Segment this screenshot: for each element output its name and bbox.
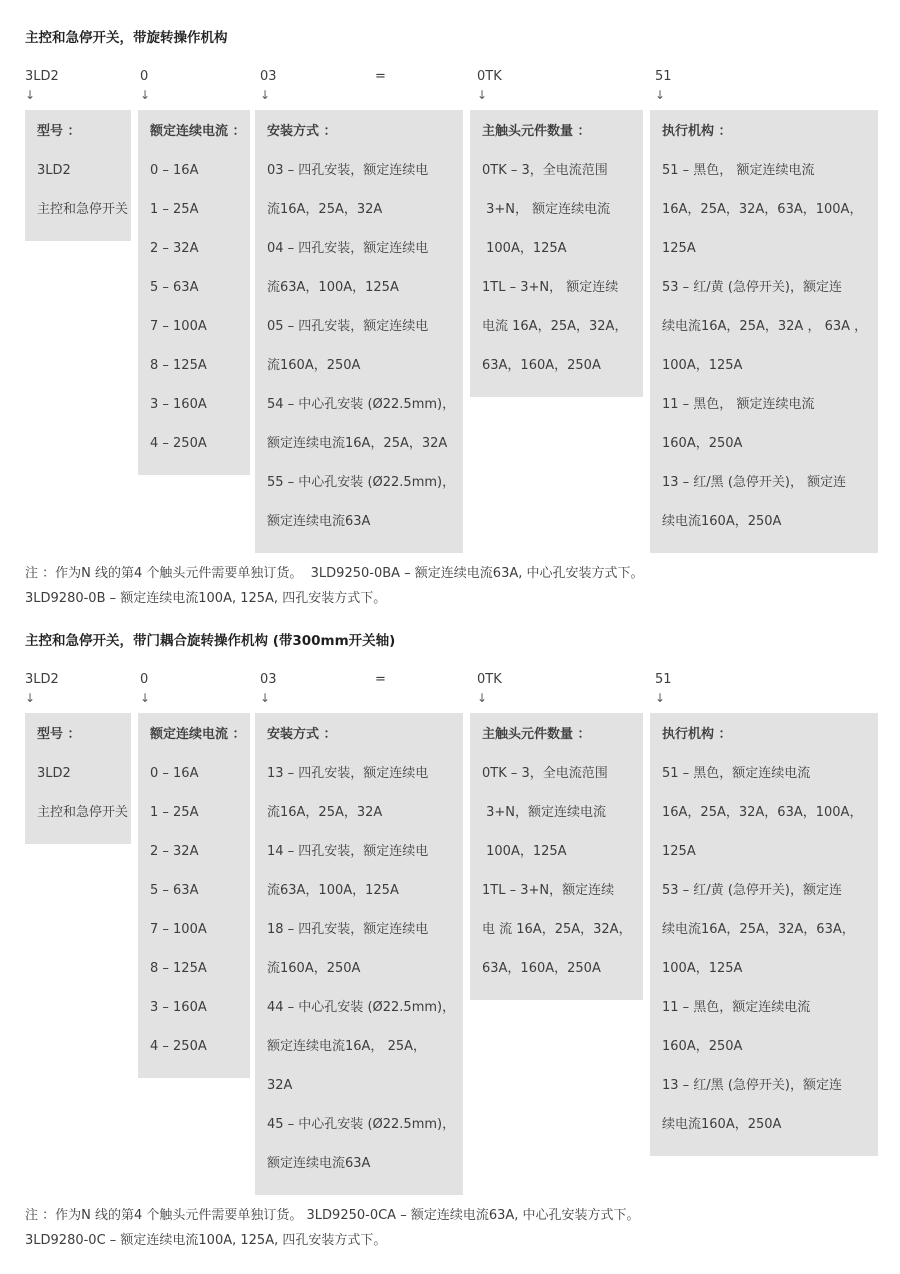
column-line: 100A，125A bbox=[482, 844, 567, 859]
order-code-segment: 03 bbox=[260, 69, 277, 84]
column-line: 8 – 125A bbox=[150, 358, 207, 373]
order-code-segment: 51 bbox=[655, 69, 672, 84]
column-line: 2 – 32A bbox=[150, 844, 199, 859]
column-line: 流63A，100A，125A bbox=[267, 883, 399, 898]
legend-columns bbox=[25, 110, 878, 553]
order-code-segment: = bbox=[375, 672, 386, 687]
order-code-segment: 3LD2 bbox=[25, 672, 59, 687]
column-line: 100A，125A bbox=[662, 961, 743, 976]
section-title: 主控和急停开关，带旋转操作机构 bbox=[25, 30, 228, 46]
column-line: 4 – 250A bbox=[150, 1039, 207, 1054]
column-line: 3+N， 额定连续电流 bbox=[482, 202, 611, 217]
arrow-row bbox=[25, 87, 878, 105]
column-line: 55 – 中心孔安装 (Ø22.5mm)， bbox=[267, 475, 456, 490]
column-line: 续电流16A，25A，32A ， 63A ， bbox=[662, 319, 868, 334]
legend-column bbox=[470, 110, 643, 397]
legend-column bbox=[25, 713, 131, 844]
column-line: 1 – 25A bbox=[150, 202, 199, 217]
column-line: 0TK – 3，全电流范围 bbox=[482, 766, 608, 781]
column-line: 续电流16A，25A，32A，63A， bbox=[662, 922, 855, 937]
down-arrow-icon: ↓ bbox=[477, 691, 488, 705]
column-line: 11 – 黑色，额定连续电流 bbox=[662, 1000, 811, 1015]
arrow-row bbox=[25, 690, 878, 708]
column-line: 流160A，250A bbox=[267, 358, 361, 373]
code-breakdown-section bbox=[25, 633, 878, 1253]
column-line: 160A，250A bbox=[662, 436, 743, 451]
column-line: 0 – 16A bbox=[150, 766, 199, 781]
column-line: 额定连续电流16A， 25A， bbox=[267, 1039, 427, 1054]
column-line: 额定连续电流63A bbox=[267, 514, 371, 529]
column-header: 执行机构 ： bbox=[662, 124, 732, 139]
column-line: 流63A，100A，125A bbox=[267, 280, 399, 295]
column-line: 电 流 16A，25A，32A， bbox=[482, 922, 632, 937]
column-header: 主触头元件数量 ： bbox=[482, 124, 591, 139]
down-arrow-icon: ↓ bbox=[260, 88, 271, 102]
column-line: 13 – 红/黑 (急停开关)，额定连 bbox=[662, 1078, 842, 1093]
column-header: 执行机构 ： bbox=[662, 727, 732, 742]
down-arrow-icon: ↓ bbox=[25, 88, 36, 102]
column-line: 额定连续电流63A bbox=[267, 1156, 371, 1171]
column-line: 流160A，250A bbox=[267, 961, 361, 976]
column-line: 0TK – 3，全电流范围 bbox=[482, 163, 608, 178]
column-line: 续电流160A，250A bbox=[662, 1117, 782, 1132]
column-line: 16A，25A，32A，63A，100A， bbox=[662, 202, 863, 217]
column-line: 7 – 100A bbox=[150, 922, 207, 937]
legend-columns bbox=[25, 713, 878, 1195]
column-line: 5 – 63A bbox=[150, 883, 199, 898]
column-line: 125A bbox=[662, 844, 696, 859]
code-breakdown-section bbox=[25, 30, 878, 611]
legend-column bbox=[650, 713, 878, 1156]
column-line: 18 – 四孔安装，额定连续电 bbox=[267, 922, 429, 937]
legend-column bbox=[25, 110, 131, 241]
column-header: 安装方式 ： bbox=[267, 727, 337, 742]
down-arrow-icon: ↓ bbox=[260, 691, 271, 705]
column-line: 160A，250A bbox=[662, 1039, 743, 1054]
footnote bbox=[25, 1203, 878, 1253]
column-header: 型号 ： bbox=[37, 124, 81, 139]
down-arrow-icon: ↓ bbox=[655, 88, 666, 102]
order-code-segment: 0 bbox=[140, 69, 149, 84]
column-line: 125A bbox=[662, 241, 696, 256]
column-line: 53 – 红/黄 (急停开关)，额定连 bbox=[662, 280, 842, 295]
column-line: 32A bbox=[267, 1078, 293, 1093]
column-line: 1TL – 3+N，额定连续 bbox=[482, 883, 615, 898]
legend-column bbox=[470, 713, 643, 1000]
order-code-row bbox=[25, 69, 878, 87]
column-line: 0 – 16A bbox=[150, 163, 199, 178]
column-line: 63A，160A，250A bbox=[482, 961, 601, 976]
footnote-line: 3LD9280-0B – 额定连续电流100A, 125A, 四孔安装方式下。 bbox=[25, 591, 387, 606]
column-line: 13 – 四孔安装，额定连续电 bbox=[267, 766, 429, 781]
down-arrow-icon: ↓ bbox=[655, 691, 666, 705]
column-line: 03 – 四孔安装，额定连续电 bbox=[267, 163, 429, 178]
column-line: 5 – 63A bbox=[150, 280, 199, 295]
footnote-line: 注 ：作为N 线的第4 个触头元件需要单独订货。 3LD9250-0CA – 额定连续电流63A, 中心孔安装方式下。 bbox=[25, 1208, 640, 1223]
order-code-segment: 0TK bbox=[477, 69, 502, 84]
legend-column bbox=[255, 110, 463, 553]
footnote-line: 注 ：作为N 线的第4 个触头元件需要单独订货。 3LD9250-0BA – 额定连续电流63A, 中心孔安装方式下。 bbox=[25, 566, 644, 581]
column-line: 1TL – 3+N， 额定连续 bbox=[482, 280, 619, 295]
down-arrow-icon: ↓ bbox=[25, 691, 36, 705]
column-line: 额定连续电流16A，25A，32A bbox=[267, 436, 448, 451]
column-header: 型号 ： bbox=[37, 727, 81, 742]
column-line: 8 – 125A bbox=[150, 961, 207, 976]
column-line: 54 – 中心孔安装 (Ø22.5mm)， bbox=[267, 397, 456, 412]
column-header: 额定连续电流 ： bbox=[150, 727, 246, 742]
column-line: 100A，125A bbox=[662, 358, 743, 373]
column-line: 45 – 中心孔安装 (Ø22.5mm)， bbox=[267, 1117, 456, 1132]
column-line: 3LD2 bbox=[37, 163, 71, 178]
column-line: 63A，160A，250A bbox=[482, 358, 601, 373]
column-line: 电流 16A，25A，32A， bbox=[482, 319, 628, 334]
order-code-segment: 51 bbox=[655, 672, 672, 687]
column-line: 流16A，25A，32A bbox=[267, 805, 383, 820]
order-code-segment: 0 bbox=[140, 672, 149, 687]
column-line: 14 – 四孔安装，额定连续电 bbox=[267, 844, 429, 859]
column-line: 13 – 红/黑 (急停开关)， 额定连 bbox=[662, 475, 847, 490]
column-line: 7 – 100A bbox=[150, 319, 207, 334]
column-line: 100A，125A bbox=[482, 241, 567, 256]
column-line: 续电流160A，250A bbox=[662, 514, 782, 529]
column-line: 53 – 红/黄 (急停开关)，额定连 bbox=[662, 883, 842, 898]
column-line: 16A，25A，32A，63A，100A， bbox=[662, 805, 863, 820]
order-code-row bbox=[25, 672, 878, 690]
legend-column bbox=[255, 713, 463, 1195]
column-line: 主控和急停开关 bbox=[37, 202, 129, 217]
order-code-segment: 03 bbox=[260, 672, 277, 687]
order-code-segment: 3LD2 bbox=[25, 69, 59, 84]
column-line: 3 – 160A bbox=[150, 397, 207, 412]
legend-column bbox=[138, 713, 250, 1078]
order-code-segment: = bbox=[375, 69, 386, 84]
column-line: 3 – 160A bbox=[150, 1000, 207, 1015]
down-arrow-icon: ↓ bbox=[140, 691, 151, 705]
legend-column bbox=[650, 110, 878, 553]
order-code-segment: 0TK bbox=[477, 672, 502, 687]
footnote-line: 3LD9280-0C – 额定连续电流100A, 125A, 四孔安装方式下。 bbox=[25, 1233, 387, 1248]
column-header: 额定连续电流 ： bbox=[150, 124, 246, 139]
column-line: 4 – 250A bbox=[150, 436, 207, 451]
column-line: 51 – 黑色，额定连续电流 bbox=[662, 766, 811, 781]
column-line: 11 – 黑色， 额定连续电流 bbox=[662, 397, 815, 412]
column-header: 主触头元件数量 ： bbox=[482, 727, 591, 742]
legend-column bbox=[138, 110, 250, 475]
column-line: 1 – 25A bbox=[150, 805, 199, 820]
down-arrow-icon: ↓ bbox=[140, 88, 151, 102]
footnote bbox=[25, 561, 878, 611]
column-header: 安装方式 ： bbox=[267, 124, 337, 139]
column-line: 主控和急停开关 bbox=[37, 805, 129, 820]
column-line: 3+N，额定连续电流 bbox=[482, 805, 607, 820]
down-arrow-icon: ↓ bbox=[477, 88, 488, 102]
column-line: 44 – 中心孔安装 (Ø22.5mm)， bbox=[267, 1000, 456, 1015]
column-line: 流16A，25A，32A bbox=[267, 202, 383, 217]
column-line: 04 – 四孔安装，额定连续电 bbox=[267, 241, 429, 256]
column-line: 05 – 四孔安装，额定连续电 bbox=[267, 319, 429, 334]
column-line: 51 – 黑色， 额定连续电流 bbox=[662, 163, 815, 178]
column-line: 3LD2 bbox=[37, 766, 71, 781]
section-title: 主控和急停开关，带门耦合旋转操作机构 (带300mm开关轴) bbox=[25, 633, 396, 649]
column-line: 2 – 32A bbox=[150, 241, 199, 256]
